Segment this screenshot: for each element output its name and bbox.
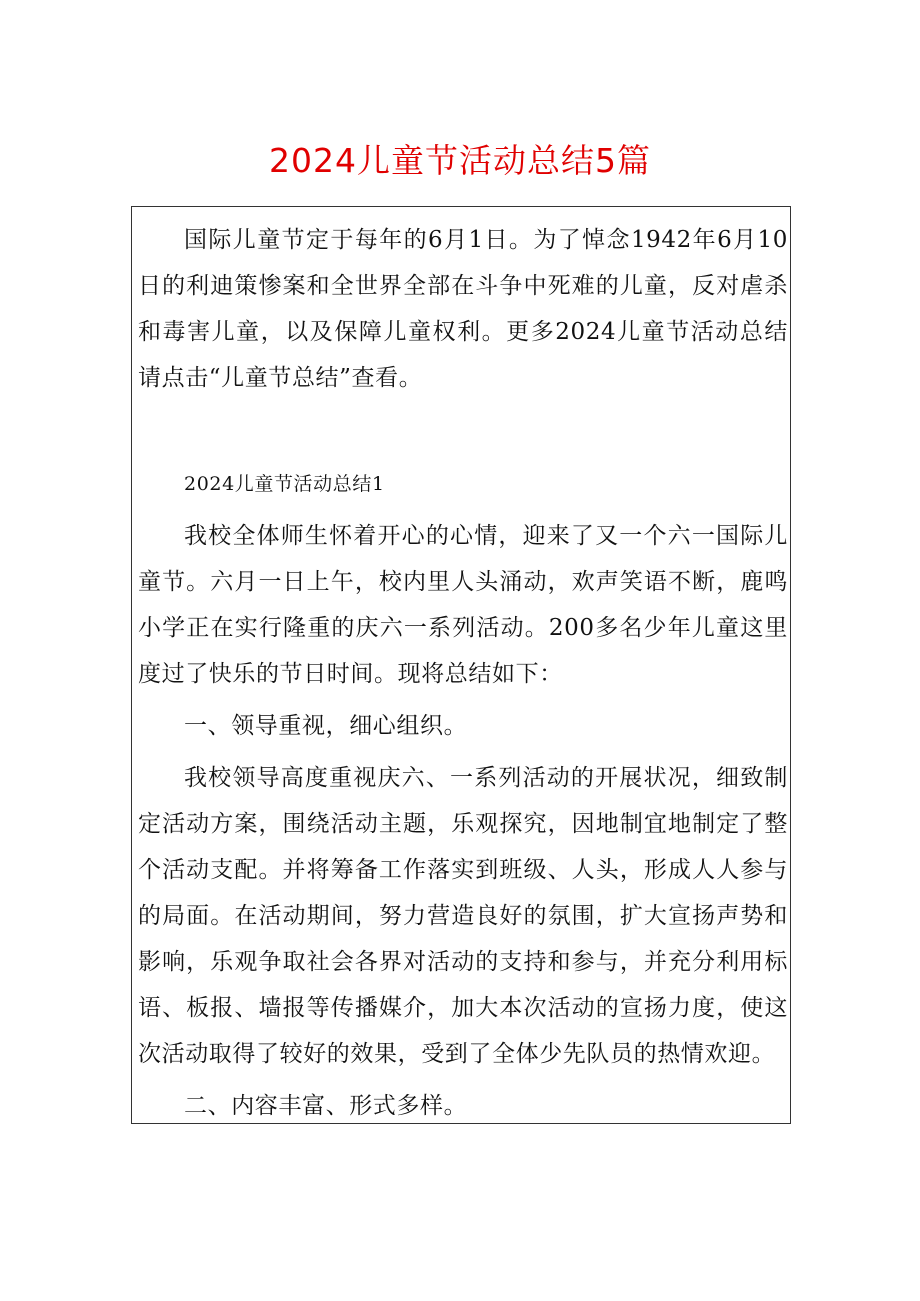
subheading-1: 一、领导重视，细心组织。 [184, 713, 468, 739]
content-body [138, 217, 788, 1124]
body-paragraph-2: 我校领导高度重视庆六、一系列活动的开展状况，细致制定活动方案，围绕活动主题，乐观探究，因地制宜地制定了整个活动支配。并将筹备工作落实到班级、人头，形成人人参与的局面。在活动期间，努力营造良好的氛围，扩大宣扬声势和影响，乐观争取社会各界对活动的支持和参与，并充分利用标语、板报、墙报等传播媒介，加大本次活动的宣扬力度，使这次活动取得了较好的效果，受到了全体少先队员的热情欢迎。 [138, 765, 788, 1067]
content-frame [131, 206, 791, 1124]
document-title: 2024儿童节活动总结5篇 [269, 141, 651, 180]
intro-paragraph: 国际儿童节定于每年的6月1日。为了悼念1942年6月10日的利迪策惨案和全世界全部在斗争中死难的儿童，反对虐杀和毒害儿童，以及保障儿童权利。更多2024儿童节活动总结请点击“儿童节总结”查看。 [138, 227, 788, 391]
section-heading-1: 2024儿童节活动总结1 [184, 473, 385, 495]
subheading-2: 二、内容丰富、形式多样。 [184, 1093, 468, 1119]
body-paragraph-1: 我校全体师生怀着开心的心情，迎来了又一个六一国际儿童节。六月一日上午，校内里人头涌动，欢声笑语不断，鹿鸣小学正在实行隆重的庆六一系列活动。200多名少年儿童这里度过了快乐的节日时间。现将总结如下： [138, 523, 788, 687]
